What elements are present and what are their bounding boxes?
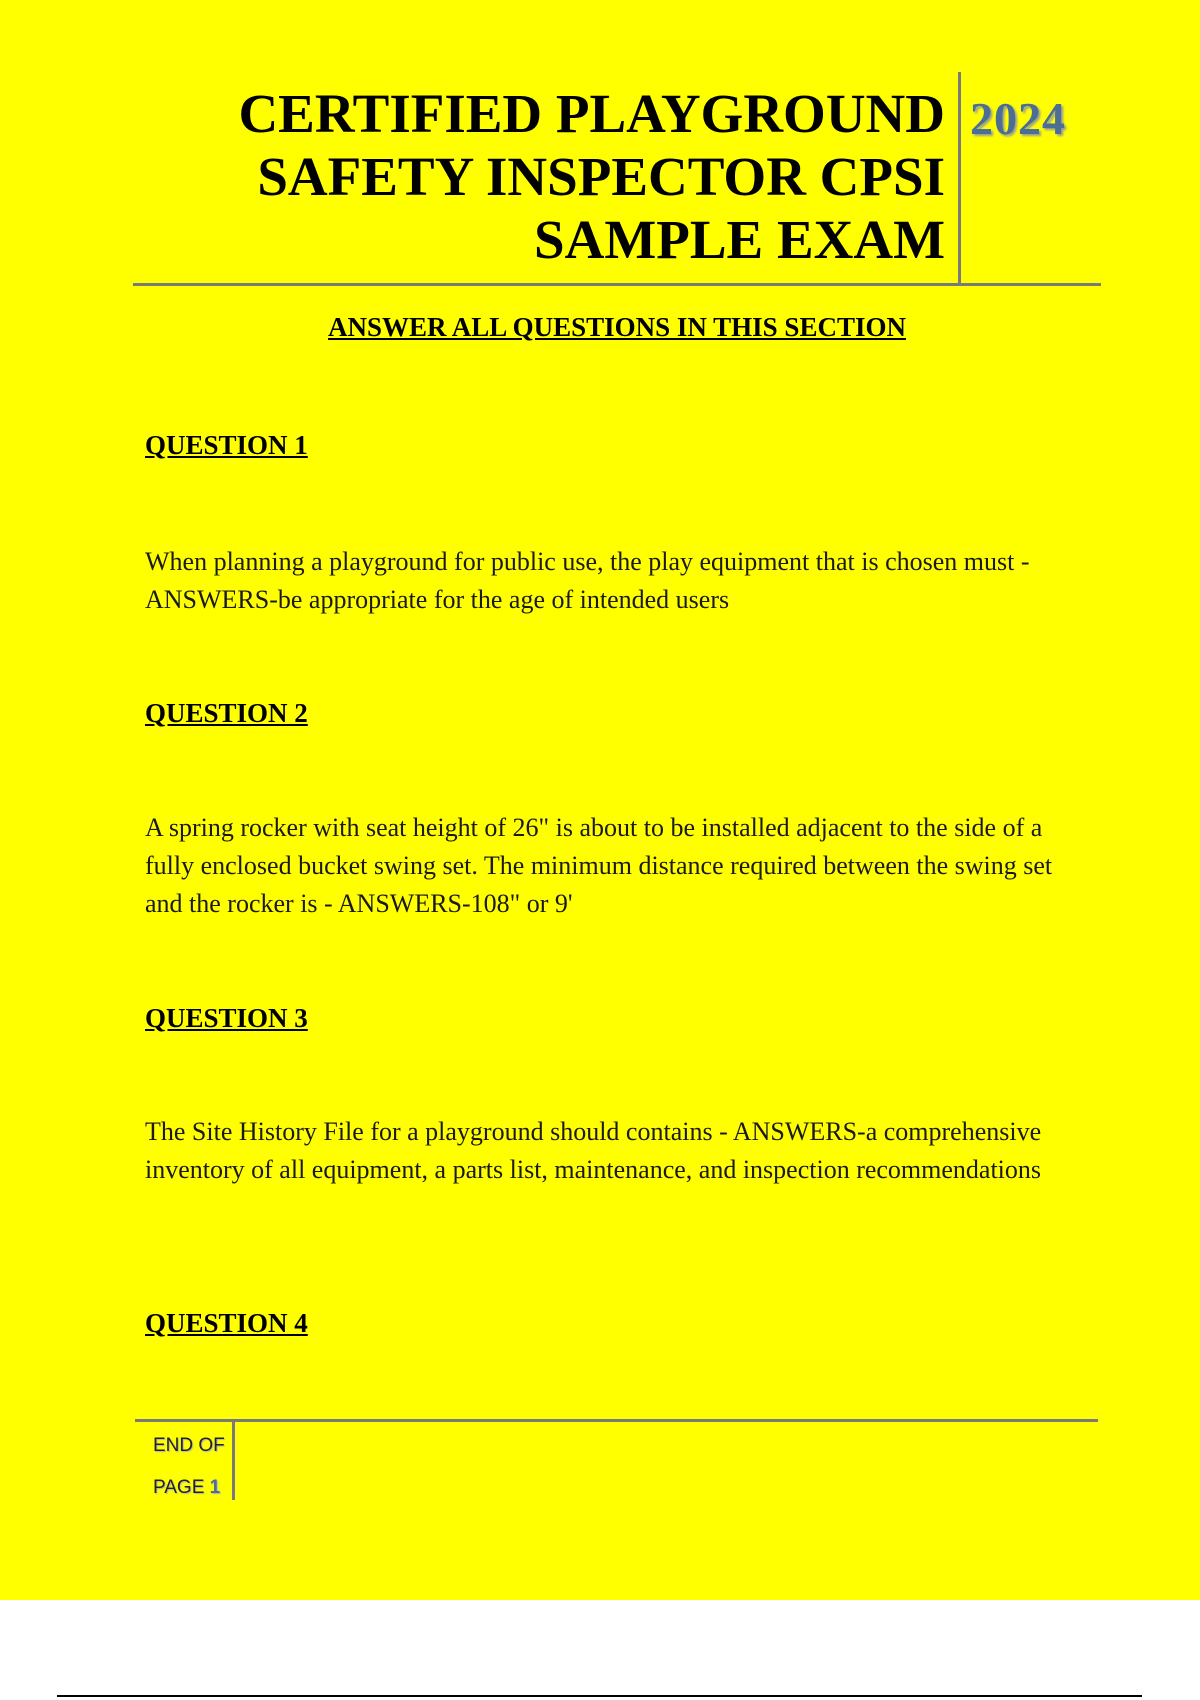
bottom-rule (57, 1695, 1142, 1697)
title-line-1: CERTIFIED PLAYGROUND (238, 83, 945, 144)
title-line-2: SAFETY INSPECTOR CPSI (257, 146, 945, 207)
question-4-heading: QUESTION 4 (145, 1308, 308, 1338)
question-3-text: The Site History File for a playground should contains - ANSWERS-a comprehensive inventory of all equipment, a parts list, maintenance, and inspection recommendations (145, 1117, 1042, 1184)
footer-divider-horizontal (135, 1419, 1098, 1422)
page-footer (153, 1425, 225, 1509)
page-number: 1 (209, 1477, 221, 1498)
question-2-heading: QUESTION 2 (145, 698, 308, 728)
header-divider-horizontal (133, 283, 1101, 286)
question-3-heading: QUESTION 3 (145, 1003, 308, 1033)
footer-page-label (153, 1467, 225, 1509)
footer-divider-vertical (232, 1421, 235, 1500)
exam-year: 2024 (970, 93, 1066, 144)
header-divider-vertical (958, 72, 961, 284)
exam-title (185, 82, 945, 271)
question-1-text: When planning a playground for public use, the play equipment that is chosen must - ANSWERS-be appropriate for the age of intended users (145, 547, 1030, 614)
question-2-text: A spring rocker with seat height of 26" is about to be installed adjacent to the side of a fully enclosed bucket swing set. The minimum distance required between the swing set and the rocker is - ANSWERS-108" or 9' (145, 813, 1053, 918)
footer-page-word: PAGE (153, 1477, 205, 1498)
footer-end-of: END OF (153, 1435, 225, 1456)
title-line-3: SAMPLE EXAM (534, 209, 945, 270)
question-1-heading: QUESTION 1 (145, 430, 308, 460)
section-instruction: ANSWER ALL QUESTIONS IN THIS SECTION (328, 312, 906, 342)
